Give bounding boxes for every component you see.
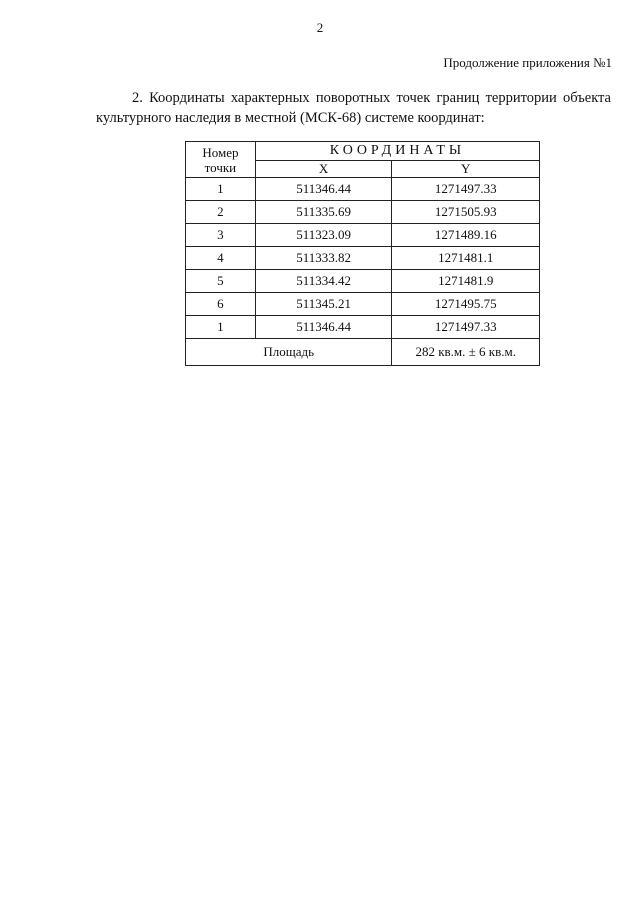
coordinates-header: КООРДИНАТЫ — [255, 142, 539, 161]
x-cell: 511346.44 — [255, 178, 392, 201]
table-row — [186, 224, 540, 247]
coordinates-table — [185, 141, 540, 366]
table-row — [186, 293, 540, 316]
appendix-continuation-note: Продолжение приложения №1 — [443, 55, 612, 70]
table-row — [186, 201, 540, 224]
point-number-cell: 2 — [186, 201, 256, 224]
point-number-cell: 4 — [186, 247, 256, 270]
y-cell: 1271481.1 — [392, 247, 540, 270]
x-cell: 511346.44 — [255, 316, 392, 339]
area-label: Площадь — [186, 339, 392, 366]
paragraph-text: 2. Координаты характерных поворотных точек границ территории объекта культурного наследия в местной (МСК-68) системе координат: — [96, 90, 611, 126]
x-cell: 511345.21 — [255, 293, 392, 316]
point-number-cell: 6 — [186, 293, 256, 316]
table-row — [186, 178, 540, 201]
page-number: 2 — [316, 20, 324, 35]
x-cell: 511335.69 — [255, 201, 392, 224]
y-cell: 1271481.9 — [392, 270, 540, 293]
table-row — [186, 316, 540, 339]
area-row — [186, 339, 540, 366]
x-cell: 511333.82 — [255, 247, 392, 270]
point-number-header-line-2: точки — [204, 159, 237, 175]
point-number-cell: 1 — [186, 178, 256, 201]
point-number-header-line-1: Номер — [202, 144, 239, 160]
coordinates-paragraph — [96, 88, 611, 128]
point-number-cell: 3 — [186, 224, 256, 247]
x-cell: 511323.09 — [255, 224, 392, 247]
y-cell: 1271489.16 — [392, 224, 540, 247]
y-cell: 1271497.33 — [392, 316, 540, 339]
table-row — [186, 247, 540, 270]
point-number-header — [186, 142, 256, 178]
y-cell: 1271505.93 — [392, 201, 540, 224]
y-header: Y — [392, 161, 540, 178]
area-value: 282 кв.м. ± 6 кв.м. — [392, 339, 540, 366]
table-row — [186, 270, 540, 293]
x-cell: 511334.42 — [255, 270, 392, 293]
x-header: X — [255, 161, 392, 178]
y-cell: 1271495.75 — [392, 293, 540, 316]
point-number-cell: 5 — [186, 270, 256, 293]
y-cell: 1271497.33 — [392, 178, 540, 201]
point-number-cell: 1 — [186, 316, 256, 339]
